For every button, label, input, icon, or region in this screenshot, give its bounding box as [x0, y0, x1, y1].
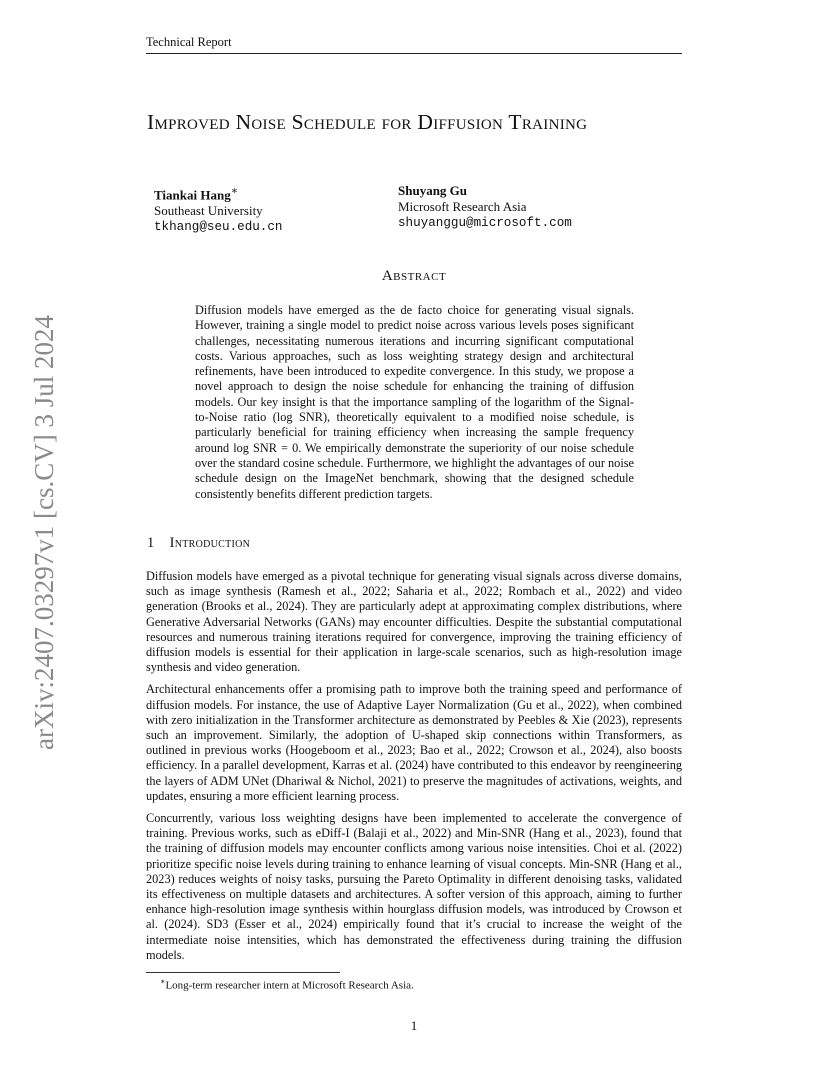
author-affiliation: Microsoft Research Asia [398, 199, 527, 214]
author-block [398, 183, 572, 231]
footnote [160, 977, 414, 992]
footnote-rule [146, 972, 340, 973]
author-email: tkhang@seu.edu.cn [154, 220, 283, 235]
arxiv-stamp: arXiv:2407.03297v1 [cs.CV] 3 Jul 2024 [29, 315, 59, 750]
abstract-text: Diffusion models have emerged as the de facto choice for generating visual signals. However, training a single model to predict noise across various levels poses significant challenges, necessitating numerous iterations and incurring significant computational costs. Various approaches, such as loss weighting strategy design and architectural refinements, have been introduced to expedite convergence. In this study, we propose a novel approach to design the noise schedule for enhancing the training of diffusion models. Our key insight is that the importance sampling of the logarithm of the Signal-to-Noise ratio (log SNR), theoretically equivalent to a modified noise schedule, is particularly beneficial for training efficiency when increasing the sample frequency around log SNR = 0. We empirically demonstrate the superiority of our noise schedule over the standard cosine schedule. Furthermore, we highlight the advantages of our noise schedule design on the ImageNet benchmark, showing that the designed schedule consistently benefits different prediction targets. [195, 303, 634, 501]
footnote-text: Long-term researcher intern at Microsoft Research Asia. [165, 979, 414, 992]
author-block [154, 183, 282, 235]
paragraph: Concurrently, various loss weighting designs have been implemented to accelerate the convergence of training. Previous works, such as eDiff-I (Balaji et al., 2022) and Min-SNR (Hang et al., 2023), found that the training of diffusion models may encounter conflicts among various noise intensities. Choi et al. (2022) prioritize specific noise levels during training to enhance learning of visual concepts. Min-SNR (Hang et al., 2023) reduces weights of noisy tasks, pursuing the Pareto Optimality in different denoising tasks, validated its effectiveness on multiple datasets and architectures. A softer version of this approach, aiming to further enhance high-resolution image synthesis within hourglass diffusion models, was introduced by Crowson et al. (2024). SD3 (Esser et al., 2024) empirically found that it’s crucial to increase the weight of the intermediate noise intensities, which has demonstrated the effectiveness during training the diffusion models. [146, 811, 682, 962]
section-heading [147, 535, 250, 552]
section-title: Introduction [169, 535, 251, 551]
page-number: 1 [410, 1018, 418, 1033]
paragraph: Architectural enhancements offer a promising path to improve both the training speed and performance of diffusion models. For instance, the use of Adaptive Layer Normalization (Gu et al., 2022), when combined with zero initialization in the Transformer architecture as demonstrated by Peebles & Xie (2023), represents such an improvement. Similarly, the adoption of U-shaped skip connections within Transformers, as outlined in previous works (Hoogeboom et al., 2023; Bao et al., 2022; Crowson et al., 2024), also boosts efficiency. In a parallel development, Karras et al. (2024) have contributed to this endeavor by reengineering the layers of ADM UNet (Dhariwal & Nichol, 2021) to preserve the magnitudes of activations, weights, and updates, ensuring a more efficient learning process. [146, 682, 682, 803]
section-number: 1 [147, 535, 155, 551]
author-name: Shuyang Gu [398, 183, 468, 198]
author-email: shuyanggu@microsoft.com [398, 216, 572, 230]
running-title: Technical Report [146, 35, 232, 49]
running-header [146, 35, 682, 54]
paper-title: Improved Noise Schedule for Diffusion Training [147, 110, 588, 134]
abstract-heading: Abstract [381, 268, 447, 284]
author-footnote-mark: ∗ [230, 185, 239, 197]
author-affiliation: Southeast University [154, 203, 263, 219]
section-body [146, 569, 682, 970]
paragraph: Diffusion models have emerged as a pivotal technique for generating visual signals across diverse domains, such as image synthesis (Ramesh et al., 2022; Saharia et al., 2022; Rombach et al., 2022) and video generation (Brooks et al., 2024). They are particularly adept at approximating complex distributions, where Generative Adversarial Networks (GANs) may encounter difficulties. Despite the substantial computational resources and numerous training iterations required for convergence, improving the training efficiency of diffusion models is essential for their application in large-scale scenarios, such as high-resolution image synthesis and video generation. [146, 569, 682, 675]
footnote-mark: ∗ [160, 977, 166, 986]
author-name: Tiankai Hang [154, 187, 231, 203]
